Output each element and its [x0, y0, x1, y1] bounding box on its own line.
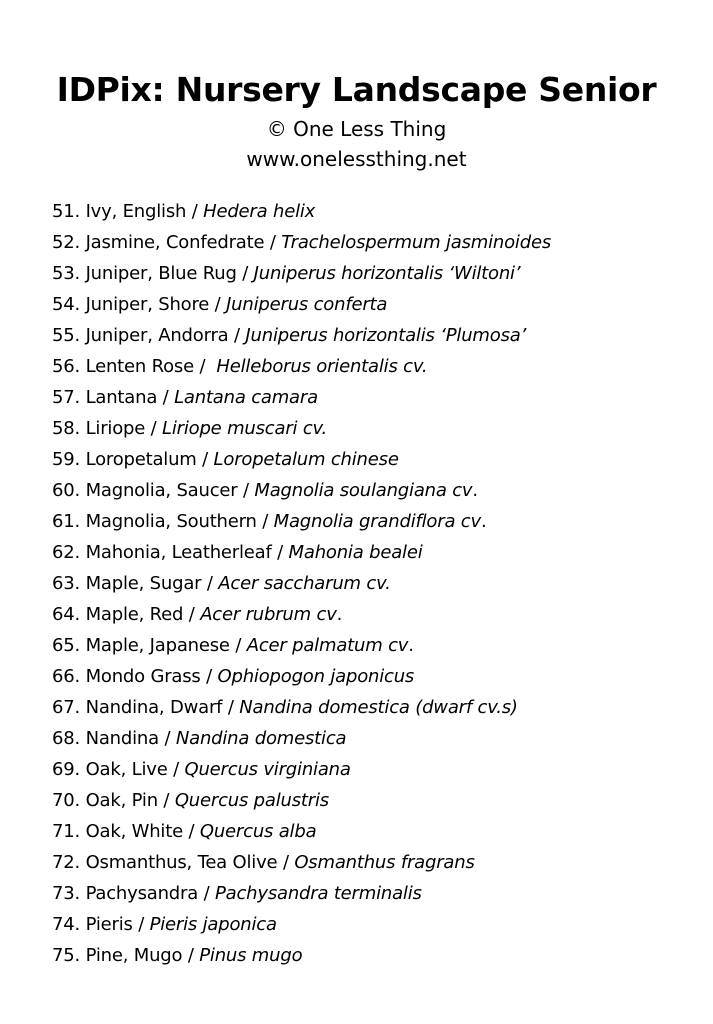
item-number: 70.: [52, 790, 81, 811]
list-item: [52, 413, 702, 444]
scientific-name: Pieris japonica: [149, 914, 277, 935]
trailing-punctuation: .: [336, 604, 343, 625]
item-number: 74.: [52, 914, 81, 935]
list-item: [52, 537, 702, 568]
scientific-name: Liriope muscari cv.: [162, 418, 328, 439]
common-name: Maple, Japanese /: [85, 635, 247, 656]
item-number: 60.: [52, 480, 81, 501]
list-item: [52, 320, 702, 351]
item-number: 68.: [52, 728, 81, 749]
common-name: Liriope /: [85, 418, 163, 439]
list-item: [52, 816, 702, 847]
list-item: [52, 692, 702, 723]
item-number: 57.: [52, 387, 81, 408]
scientific-name: Quercus alba: [199, 821, 317, 842]
item-number: 64.: [52, 604, 81, 625]
item-number: 53.: [52, 263, 81, 284]
scientific-name: Pinus mugo: [199, 945, 303, 966]
item-number: 58.: [52, 418, 81, 439]
list-item: [52, 878, 702, 909]
item-number: 73.: [52, 883, 81, 904]
item-number: 66.: [52, 666, 81, 687]
scientific-name: Acer saccharum cv.: [218, 573, 391, 594]
common-name: Jasmine, Confedrate /: [85, 232, 282, 253]
item-number: 62.: [52, 542, 81, 563]
scientific-name: Pachysandra terminalis: [214, 883, 422, 904]
plant-list: [52, 196, 702, 971]
list-item: [52, 723, 702, 754]
item-number: 65.: [52, 635, 81, 656]
item-number: 71.: [52, 821, 81, 842]
scientific-name: Magnolia grandiflora cv: [273, 511, 481, 532]
common-name: Pachysandra /: [85, 883, 215, 904]
common-name: Lenten Rose /: [85, 356, 217, 377]
common-name: Pieris /: [85, 914, 150, 935]
list-item: [52, 630, 702, 661]
trailing-punctuation: .: [480, 511, 487, 532]
common-name: Mahonia, Leatherleaf /: [85, 542, 289, 563]
scientific-name: Acer rubrum cv: [200, 604, 337, 625]
item-number: 52.: [52, 232, 81, 253]
common-name: Pine, Mugo /: [85, 945, 200, 966]
page-title: IDPix: Nursery Landscape Senior: [56, 70, 657, 109]
list-item: [52, 227, 702, 258]
item-number: 63.: [52, 573, 81, 594]
scientific-name: Juniperus horizontalis ‘Plumosa’: [245, 325, 527, 346]
scientific-name: Juniperus horizontalis ‘Wiltoni’: [253, 263, 521, 284]
trailing-punctuation: .: [472, 480, 478, 501]
item-number: 54.: [52, 294, 81, 315]
list-item: [52, 940, 702, 971]
item-number: 69.: [52, 759, 81, 780]
common-name: Maple, Sugar /: [85, 573, 219, 594]
scientific-name: Osmanthus fragrans: [294, 852, 475, 873]
common-name: Osmanthus, Tea Olive /: [85, 852, 295, 873]
scientific-name: Nandina domestica (dwarf cv.s): [239, 697, 518, 718]
common-name: Juniper, Blue Rug /: [85, 263, 254, 284]
common-name: Loropetalum /: [85, 449, 214, 470]
list-item: [52, 475, 702, 506]
common-name: Lantana /: [85, 387, 175, 408]
list-item: [52, 258, 702, 289]
common-name: Magnolia, Saucer /: [85, 480, 255, 501]
scientific-name: Trachelospermum jasminoides: [281, 232, 551, 253]
common-name: Oak, Live /: [85, 759, 185, 780]
common-name: Mondo Grass /: [85, 666, 218, 687]
list-item: [52, 847, 702, 878]
item-number: 59.: [52, 449, 81, 470]
list-item: [52, 196, 702, 227]
scientific-name: Loropetalum chinese: [213, 449, 399, 470]
scientific-name: Juniperus conferta: [226, 294, 388, 315]
item-number: 61.: [52, 511, 81, 532]
website-line: www.onelessthing.net: [246, 147, 467, 171]
scientific-name: Quercus virginiana: [184, 759, 351, 780]
scientific-name: Nandina domestica: [175, 728, 347, 749]
scientific-name: Hedera helix: [203, 201, 316, 222]
common-name: Nandina, Dwarf /: [85, 697, 240, 718]
scientific-name: Mahonia bealei: [288, 542, 423, 563]
item-number: 51.: [52, 201, 81, 222]
list-item: [52, 599, 702, 630]
item-number: 55.: [52, 325, 81, 346]
common-name: Nandina /: [85, 728, 176, 749]
common-name: Ivy, English /: [85, 201, 204, 222]
scientific-name: Magnolia soulangiana cv: [254, 480, 473, 501]
list-item: [52, 506, 702, 537]
common-name: Magnolia, Southern /: [85, 511, 274, 532]
list-item: [52, 382, 702, 413]
trailing-punctuation: .: [408, 635, 414, 656]
item-number: 56.: [52, 356, 81, 377]
item-number: 72.: [52, 852, 81, 873]
copyright-line: © One Less Thing: [266, 117, 447, 141]
list-item: [52, 351, 702, 382]
list-item: [52, 661, 702, 692]
document-header: [0, 66, 713, 174]
common-name: Juniper, Shore /: [85, 294, 227, 315]
item-number: 67.: [52, 697, 81, 718]
scientific-name: Acer palmatum cv: [246, 635, 409, 656]
common-name: Maple, Red /: [85, 604, 201, 625]
list-item: [52, 289, 702, 320]
common-name: Oak, Pin /: [85, 790, 175, 811]
scientific-name: Quercus palustris: [174, 790, 329, 811]
list-item: [52, 785, 702, 816]
common-name: Oak, White /: [85, 821, 200, 842]
scientific-name: Lantana camara: [174, 387, 318, 408]
item-number: 75.: [52, 945, 81, 966]
list-item: [52, 754, 702, 785]
list-item: [52, 909, 702, 940]
scientific-name: Ophiopogon japonicus: [217, 666, 415, 687]
scientific-name: Helleborus orientalis cv.: [216, 356, 428, 377]
list-item: [52, 568, 702, 599]
common-name: Juniper, Andorra /: [85, 325, 246, 346]
list-item: [52, 444, 702, 475]
